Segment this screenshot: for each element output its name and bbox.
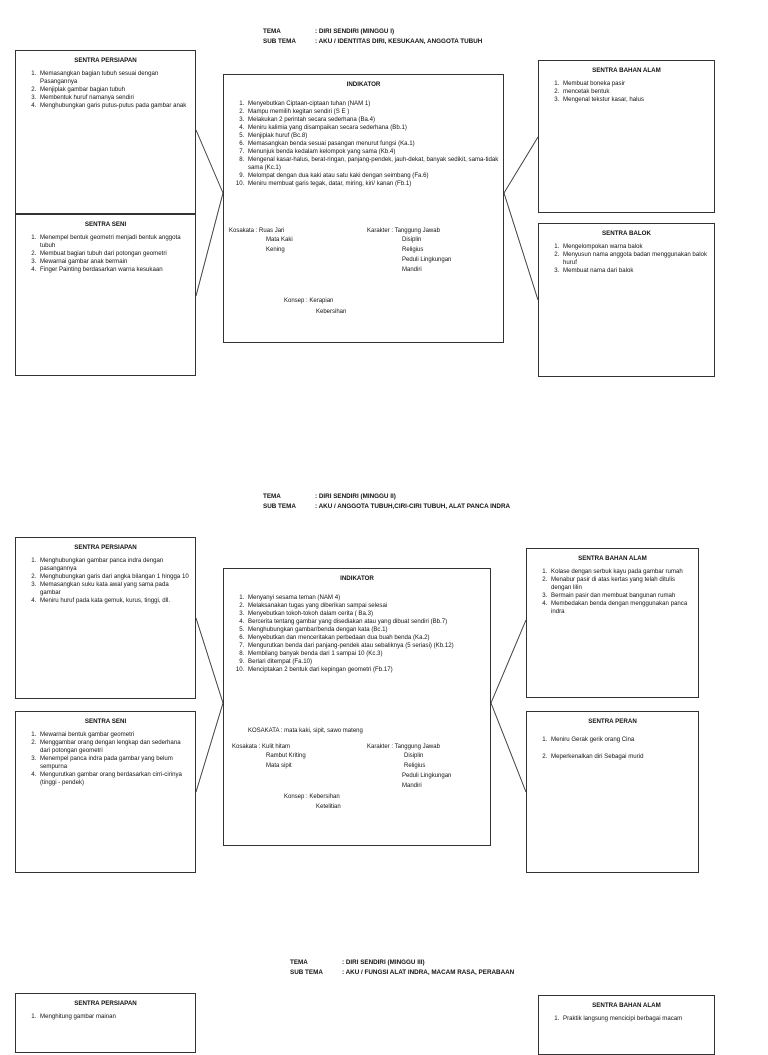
list-item: 4. Bercerita tentang gambar yang disediakan atau yang dibuat sendiri (Bb.7) (246, 618, 486, 626)
list-item: 1. Mewarnai bentuk gambar geometri (38, 731, 191, 739)
list-item: 4. Membedakan benda dengan menggunakan panca indra (549, 600, 694, 616)
box-title: SENTRA PERAN (588, 718, 637, 725)
connector-line (196, 193, 223, 296)
kosakata-item: Rambut Kriting (266, 753, 306, 759)
kosakata-item: Mata sipit (266, 763, 292, 769)
list-item: 3. Menyebutkan tokoh-tokoh dalam cerita ( Ba.3) (246, 610, 486, 618)
box-title: SENTRA BAHAN ALAM (592, 67, 661, 74)
list-item: 1. Menghitung gambar mainan (38, 1013, 191, 1021)
subtema-label: SUB TEMA (263, 38, 296, 45)
list-item: 2. Membuat bagian tubuh dari potongan geometri (38, 250, 191, 258)
box-title: INDIKATOR (340, 575, 374, 582)
list-item: 1. Meniru Gerak gerik orang Cina (549, 735, 694, 744)
konsep-item: Ketelitian (316, 804, 341, 810)
karakter-item: Mandiri (402, 783, 422, 789)
karakter-label: Karakter : Tanggung Jawab (367, 228, 440, 234)
list-item: 1. Memasangkan bagian tubuh sesuai dengan Pasangannya (38, 70, 191, 86)
list-item: 6. Menyebutkan dan menceritakan perbedaan dua buah benda (Ka.2) (246, 634, 486, 642)
list-item: 2. Menyusun nama anggota badan menggunakan balok huruf (561, 251, 710, 267)
subtema-value: : AKU / FUNGSI ALAT INDRA, MACAM RASA, PERABAAN (342, 969, 515, 976)
list-item: 3. Melakukan 2 perintah secara sederhana (Ba.4) (246, 116, 499, 124)
connector-line (491, 703, 526, 792)
list-item: 6. Memasangkan benda sesuai pasangan menurut fungsi (Ka.1) (246, 140, 499, 148)
subtema-value: : AKU / IDENTITAS DIRI, KESUKAAN, ANGGOTA TUBUH (315, 38, 483, 45)
tema-value: : DIRI SENDIRI (MINGGU I) (315, 28, 395, 35)
tema-label: TEMA (290, 959, 308, 966)
list-item: 9. Melompat dengan dua kaki atau satu kaki dengan seimbang (Fa.6) (246, 172, 499, 180)
connector-line (196, 130, 223, 193)
karakter-item: Peduli Lingkungan (402, 257, 452, 263)
connector-line (196, 618, 223, 703)
box-title: SENTRA PERSIAPAN (74, 544, 137, 551)
kosakata-item: Mata Kaki (266, 237, 293, 243)
kosakata-label: Kosakata : Ruas Jari (229, 228, 285, 234)
list-item: 2. mencetak bentuk (561, 88, 710, 96)
kosakata-label: Kosakata : Kulit hitam (232, 744, 291, 750)
subtema-value: : AKU / ANGGOTA TUBUH,CIRI-CIRI TUBUH, ALAT PANCA INDRA (315, 503, 511, 510)
list-item: 1. Menempel bentuk geometri menjadi bentuk anggota tubuh (38, 234, 191, 250)
karakter-item: Disiplin (404, 753, 424, 759)
list-item: 9. Berlari ditempat (Fa.10) (246, 658, 486, 666)
tema-value: : DIRI SENDIRI (MINGGU III) (342, 959, 425, 966)
tema-value: : DIRI SENDIRI (MINGGU II) (315, 493, 396, 500)
kosakata-extra: KOSAKATA : mata kaki, sipit, sawo mateng (248, 728, 363, 734)
box-title: SENTRA BAHAN ALAM (578, 555, 647, 562)
box-title: SENTRA BALOK (602, 230, 651, 237)
list-item: 4. Mengurutkan gambar orang berdasarkan cirri-cirinya (tinggi - pendek) (38, 771, 191, 787)
list-item: 1. Menyanyi sesama teman (NAM 4) (246, 594, 486, 602)
list-item: 3. Menempel panca indra pada gambar yang belum sempurna (38, 755, 191, 771)
box-title: SENTRA BAHAN ALAM (592, 1002, 661, 1009)
list-item: 3. Mewarnai gambar anak bermain (38, 258, 191, 266)
karakter-item: Mandiri (402, 267, 422, 273)
list-item: 3. Bermain pasir dan membuat bangunan rumah (549, 592, 694, 600)
list-item: 8. Mengenal kasar-halus, berat-ringan, panjang-pendek, jauh-dekat, banyak sedikit, sama-tidak sama (Kc.1) (246, 156, 499, 172)
konsep-item: Kebersihan (316, 309, 347, 315)
tema-label: TEMA (263, 493, 281, 500)
list-item: 2. Menghubungkan garis dari angka bilangan 1 hingga 10 (38, 573, 191, 581)
list-item: 2. Meperkenalkan diri Sebagai murid (549, 752, 694, 761)
list-item: 4. Finger Painting berdasarkan warna kesukaan (38, 266, 191, 274)
list-item: 2. Mampu memilih kegitan sendiri (S E ) (246, 108, 499, 116)
list-item: 7. Mengurutkan benda dari panjang-pendek atau sebaliknya (5 seriasi) (Kb.12) (246, 642, 486, 650)
connector-line (491, 620, 526, 703)
karakter-label: Karakter : Tanggung Jawab (367, 744, 440, 750)
list-item: 3. Membuat nama dari balok (561, 267, 710, 275)
subtema-label: SUB TEMA (263, 503, 296, 510)
list-item: 8. Membilang banyak benda dari 1 sampai 10 (Kc.3) (246, 650, 486, 658)
list-item: 7. Menunjuk benda kedalam kelompok yang sama (Kb.4) (246, 148, 499, 156)
box-title: SENTRA SENI (84, 718, 127, 725)
list-item: 2. Melaksanakan tugas yang diberikan sampai selesai (246, 602, 486, 610)
list-item: 1. Menghubungkan gambar panca indra dengan pasangannya (38, 557, 191, 573)
list-item: 5. Menjiplak huruf (Bc.8) (246, 132, 499, 140)
list-item: 1. Menyebutkan Ciptaan-ciptaan tuhan (NAM 1) (246, 100, 499, 108)
list-item: 2. Menabur pasir di atas kertas yang telah ditulis dengan lilin (549, 576, 694, 592)
tema-label: TEMA (263, 28, 281, 35)
list-item: 3. Mengenal tekstur kasar, halus (561, 96, 710, 104)
connector-line (196, 703, 223, 792)
list-item: 4. Meniru huruf pada kata gemuk, kurus, tinggi, dll. (38, 597, 191, 605)
box-title: INDIKATOR (346, 81, 381, 88)
list-item: 1. Praktik langsung mencicipi berbagai macam (561, 1015, 710, 1023)
list-item: 1. Mengelompokan warna balok (561, 243, 710, 251)
box-title: SENTRA PERSIAPAN (74, 57, 137, 64)
karakter-item: Peduli Lingkungan (402, 773, 452, 779)
karakter-item: Disiplin (402, 237, 422, 243)
list-item: 1. Kolase dengan serbuk kayu pada gambar rumah (549, 568, 694, 576)
list-item: 10. Menciptakan 2 bentuk dari kepingan geometri (Fb.17) (246, 666, 486, 674)
konsep-label: Konsep : Kebersihan (284, 794, 340, 800)
list-item: 2. Menjiplak gambar bagian tubuh (38, 86, 191, 94)
list-item: 2. Menggambar orang dengan lengkap dan sederhana dari potongan geometri (38, 739, 191, 755)
konsep-label: Konsep : Kerapian (284, 298, 334, 304)
connector-line (504, 137, 538, 193)
list-item: 1. Membuat boneka pasir (561, 80, 710, 88)
list-item: 5. Menghubungkan gambar/benda dengan kata (Bc.1) (246, 626, 486, 634)
list-item: 10. Meniru membuat garis tegak, datar, miring, kiri/ kanan (Fb.1) (246, 180, 499, 188)
kosakata-item: Kening (266, 247, 285, 253)
subtema-label: SUB TEMA (290, 969, 323, 976)
list-item: 3. Memasangkan suku kata awal yang sama pada gambar (38, 581, 191, 597)
karakter-item: Religius (402, 247, 424, 253)
list-item: 4. Menghubungkan garis putus-putus pada gambar anak (38, 102, 191, 110)
karakter-item: Religius (404, 763, 426, 769)
box-title: SENTRA PERSIAPAN (74, 1000, 137, 1007)
list-item: 4. Meniru kalimia yang disampaikan secara sederhana (Bb.1) (246, 124, 499, 132)
list-item: 3. Membentuk huruf namanya sendiri (38, 94, 191, 102)
connector-line (504, 193, 538, 300)
box-title: SENTRA SENI (84, 221, 127, 228)
